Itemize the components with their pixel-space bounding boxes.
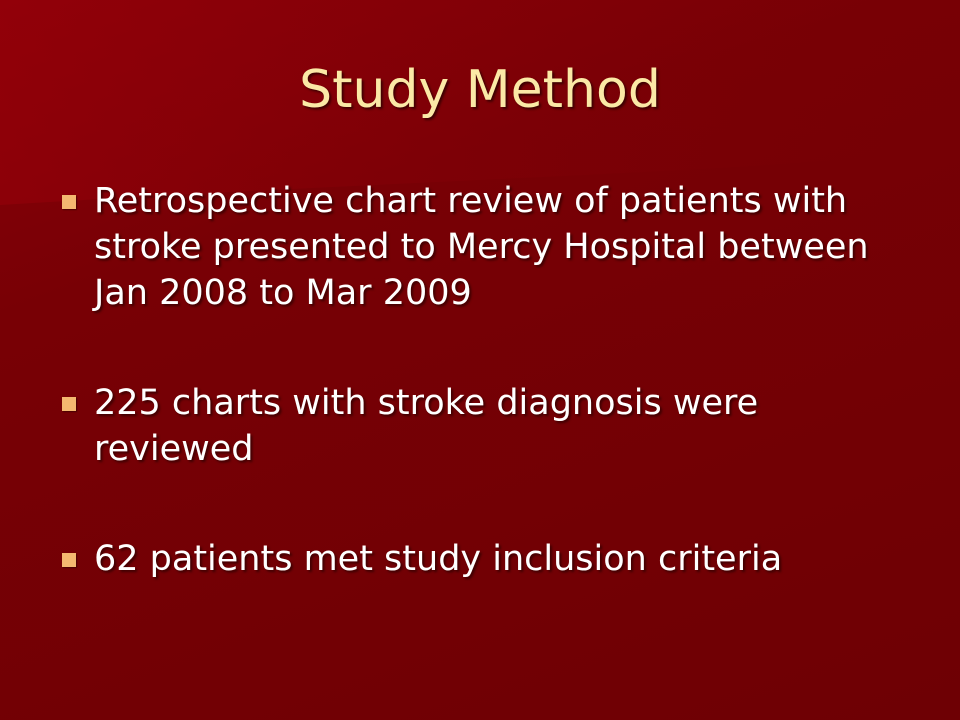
- square-bullet-icon: [62, 553, 76, 567]
- bullet-list: [56, 178, 926, 582]
- slide-title: Study Method: [299, 60, 661, 120]
- bullet-text: 225 charts with stroke diagnosis were reviewed: [94, 383, 759, 469]
- bullet-item: [56, 536, 926, 582]
- bullet-text: 62 patients met study inclusion criteria: [94, 539, 783, 579]
- bullet-item: [56, 380, 926, 472]
- bullet-item: [56, 178, 926, 316]
- square-bullet-icon: [62, 195, 76, 209]
- square-bullet-icon: [62, 397, 76, 411]
- bullet-text: Retrospective chart review of patients with stroke presented to Mercy Hospital between Jan 2008 to Mar 2009: [94, 181, 869, 313]
